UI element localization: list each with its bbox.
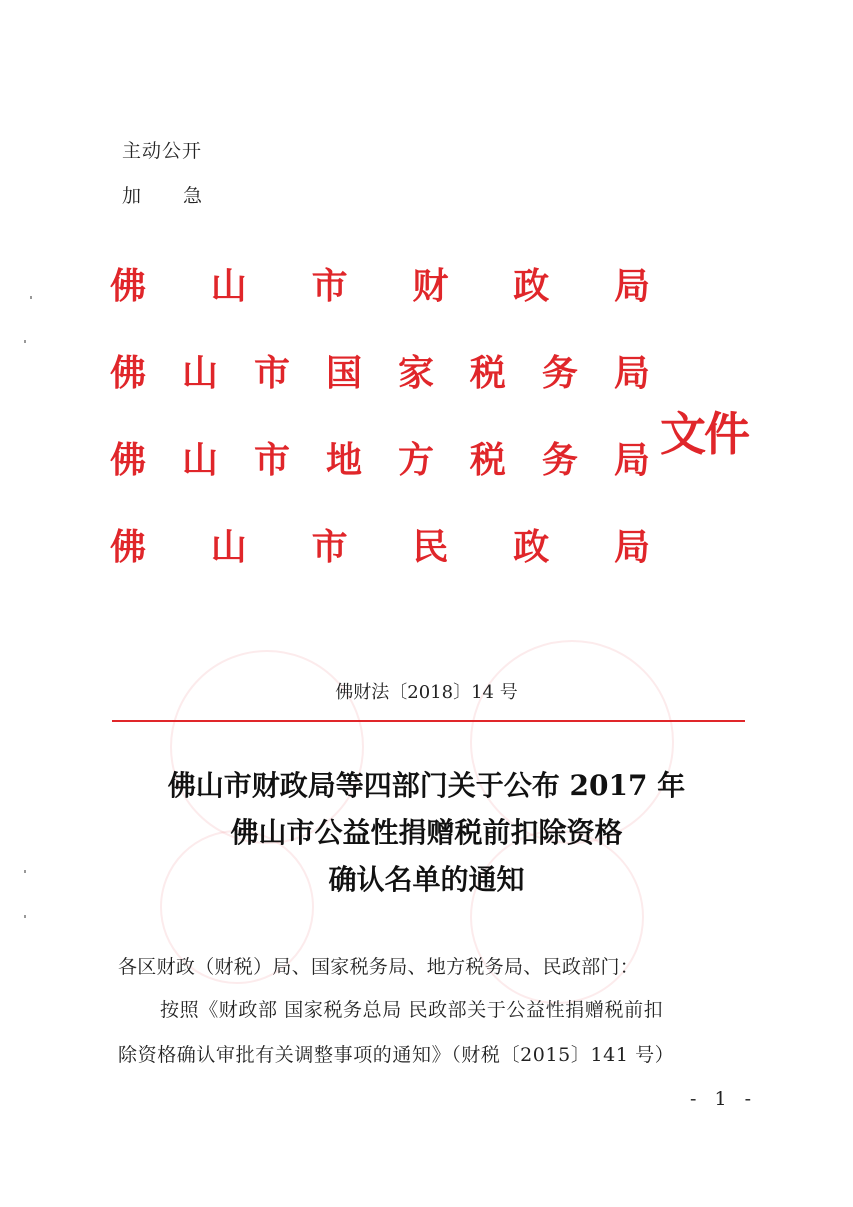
- agency-char: 税: [469, 439, 506, 481]
- agency-char: 局: [613, 526, 650, 568]
- agency-char: 市: [311, 526, 348, 568]
- agency-char: 山: [210, 265, 247, 307]
- agency-char: 局: [613, 439, 650, 481]
- agency-char: 民: [412, 526, 449, 568]
- agency-char: 佛: [110, 439, 147, 481]
- agency-char: 务: [541, 439, 578, 481]
- agency-char: 税: [469, 352, 506, 394]
- agency-civil-affairs-bureau: [110, 519, 650, 568]
- agency-char: 市: [253, 352, 290, 394]
- agency-char: 山: [181, 352, 218, 394]
- agency-char: 地: [325, 439, 362, 481]
- agency-char: 方: [397, 439, 434, 481]
- issuing-agencies: [110, 258, 650, 606]
- document-type-label: 文件: [660, 407, 748, 461]
- agency-char: 佛: [110, 352, 147, 394]
- agency-char: 山: [181, 439, 218, 481]
- urgency-label: 加 急: [122, 185, 221, 207]
- page-number: - 1 -: [690, 1088, 758, 1110]
- agency-char: 财: [412, 265, 449, 307]
- agency-char: 政: [513, 526, 550, 568]
- agency-char: 山: [210, 526, 247, 568]
- document-title-line: 佛山市公益性捐赠税前扣除资格: [230, 816, 623, 849]
- red-divider-line: [112, 720, 745, 722]
- disclosure-label: 主动公开: [122, 140, 203, 162]
- agency-finance-bureau: [110, 258, 650, 307]
- agency-char: 国: [325, 352, 362, 394]
- agency-local-tax-bureau: [110, 432, 650, 481]
- agency-char: 家: [397, 352, 434, 394]
- agency-char: 市: [253, 439, 290, 481]
- document-number: 佛财法〔2018〕14 号: [335, 682, 518, 703]
- body-paragraph-line: 按照《财政部 国家税务总局 民政部关于公益性捐赠税前扣: [160, 999, 664, 1021]
- salutation: 各区财政（财税）局、国家税务局、地方税务局、民政部门：: [118, 956, 640, 978]
- body-paragraph-line: 除资格确认审批有关调整事项的通知》（财税〔2015〕141 号）: [118, 1044, 675, 1066]
- agency-char: 政: [513, 265, 550, 307]
- agency-char: 局: [613, 265, 650, 307]
- agency-state-tax-bureau: [110, 345, 650, 394]
- agency-char: 务: [541, 352, 578, 394]
- document-title-line: 佛山市财政局等四部门关于公布 2017 年: [167, 769, 686, 802]
- agency-char: 佛: [110, 265, 147, 307]
- document-title-line: 确认名单的通知: [328, 863, 525, 896]
- agency-char: 局: [613, 352, 650, 394]
- agency-char: 市: [311, 265, 348, 307]
- agency-char: 佛: [110, 526, 147, 568]
